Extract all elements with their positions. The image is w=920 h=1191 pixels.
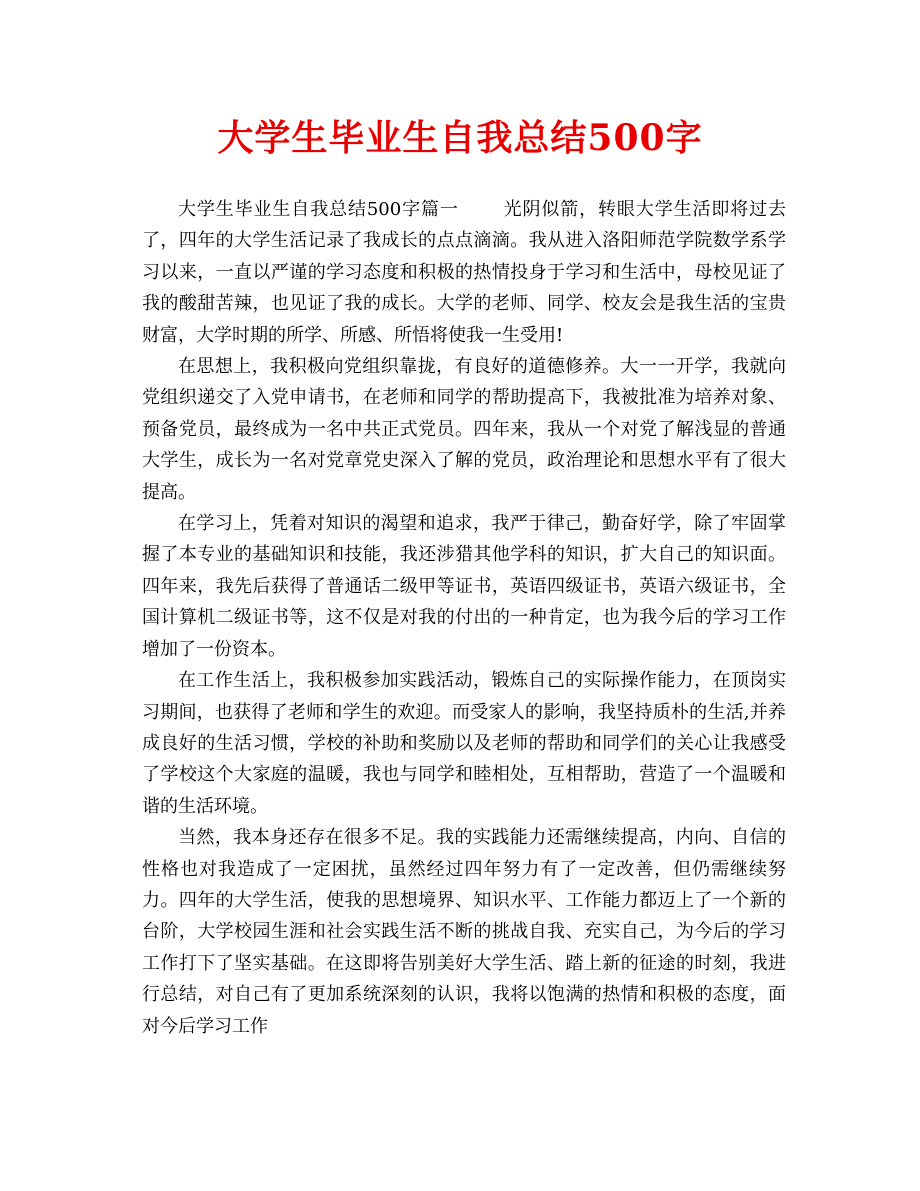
document-title: 大学生毕业生自我总结500字 bbox=[217, 117, 703, 159]
paragraph-shortcomings: 当然，我本身还存在很多不足。我的实践能力还需继续提高，内向、自信的性格也对我造成了一定困扰，虽然经过四年努力有了一定改善，但仍需继续努力。四年的大学生活，使我的思想境界、知识水平、工作能力都迈上了一个新的台阶，大学校园生涯和社会实践生活不断的挑战自我、充实自己，为今后的学习工作打下了坚实基础。在这即将告别美好大学生活、踏上新的征途的时刻，我进行总结，对自己有了更加系统深刻的认识，我将以饱满的热情和积极的态度，面对今后学习工作 bbox=[142, 827, 786, 1037]
paragraph-study: 在学习上，凭着对知识的渴望和追求，我严于律己，勤奋好学，除了牢固掌握了本专业的基础知识和技能，我还涉猎其他学科的知识，扩大自己的知识面。四年来，我先后获得了普通话二级甲等证书，英语四级证书，英语六级证书，全国计算机二级证书等，这不仅是对我的付出的一种肯定，也为我今后的学习工作增加了一份资本。 bbox=[142, 513, 786, 660]
paragraph-intro bbox=[142, 194, 786, 351]
paragraph-intro-text: 光阴似箭，转眼大学生活即将过去了，四年的大学生活记录了我成长的点点滴滴。我从进入洛阳师范学院数学系学习以来，一直以严谨的学习态度和积极的热情投身于学习和生活中，母校见证了我的酸甜苦辣，也见证了我的成长。大学的老师、同学、校友会是我生活的宝贵财富，大学时期的所学、所感、所悟将使我一生受用! bbox=[142, 199, 786, 346]
section-heading-inline: 大学生毕业生自我总结500字篇一 bbox=[178, 199, 459, 220]
paragraph-work-life: 在工作生活上，我积极参加实践活动，锻炼自己的实际操作能力，在顶岗实习期间，也获得了老师和学生的欢迎。而受家人的影响，我坚持质朴的生活,并养成良好的生活习惯，学校的补助和奖励以及老师的帮助和同学们的关心让我感受了学校这个大家庭的温暖，我也与同学和睦相处，互相帮助，营造了一个温暖和谐的生活环境。 bbox=[142, 670, 786, 817]
document-body bbox=[142, 194, 786, 1042]
paragraph-ideology: 在思想上，我积极向党组织靠拢，有良好的道德修养。大一一开学，我就向党组织递交了入党申请书，在老师和同学的帮助提高下，我被批准为培养对象、预备党员，最终成为一名中共正式党员。四年来，我从一个对党了解浅显的普通大学生，成长为一名对党章党史深入了解的党员，政治理论和思想水平有了很大提高。 bbox=[142, 356, 786, 503]
